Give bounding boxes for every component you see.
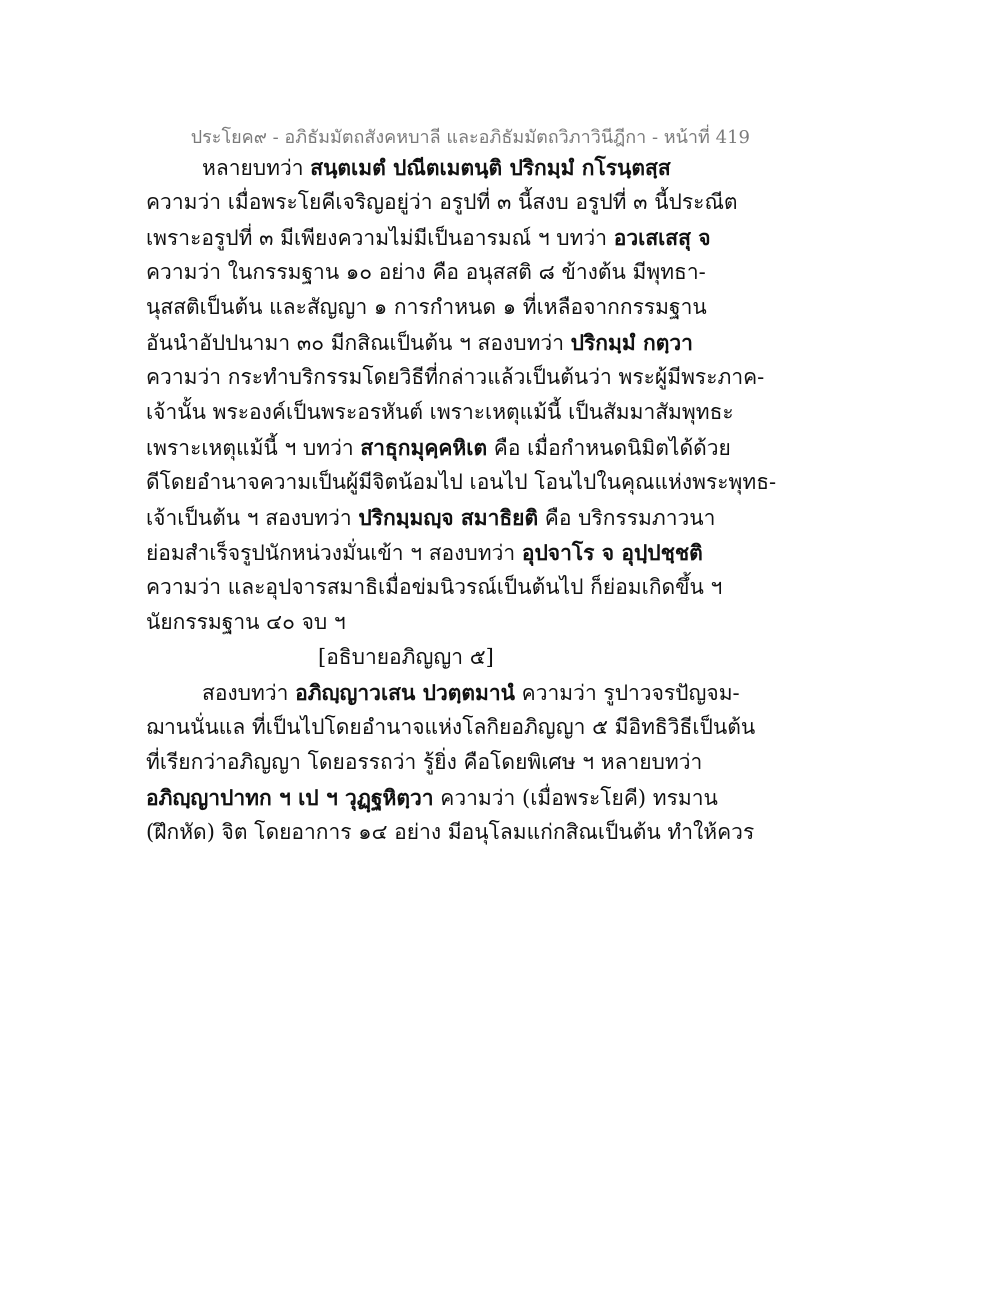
text-run: ความว่า รูปาวจรปัญจม-	[515, 681, 740, 705]
text-run: อันนำอัปปนามา ๓๐ มีกสิณเป็นต้น ฯ สองบทว่า	[146, 331, 571, 355]
text-line	[146, 290, 726, 325]
page-header: ประโยค๙ - อภิธัมมัตถสังคหบาลี และอภิธัมมัตถวิภาวินีฎีกา - หน้าที่ 419	[190, 127, 750, 148]
text-run: ความว่า และอุปจารสมาธิเมื่อข่มนิวรณ์เป็นต้นไป ก็ย่อมเกิดขึ้น ฯ	[146, 575, 723, 599]
text-run: เพราะเหตุแม้นี้ ฯ บทว่า	[146, 436, 361, 460]
pali-term: สนฺตเมตํ ปณีตเมตนฺติ ปริกมฺมํ กโรนฺตสฺส	[310, 155, 671, 180]
text-line	[146, 605, 726, 640]
text-line	[146, 325, 726, 360]
text-line	[146, 745, 726, 780]
text-line	[146, 815, 755, 850]
text-run: (ฝึกหัด) จิต โดยอาการ ๑๔ อย่าง มีอนุโลมแก่กสิณเป็นต้น ทำให้ควร	[146, 820, 755, 844]
text-line	[146, 395, 734, 430]
text-line	[146, 500, 726, 535]
text-run: คือ เมื่อกำหนดนิมิตได้ด้วย	[487, 436, 731, 460]
pali-term: อุปจาโร จ อุปฺปชฺชติ	[521, 540, 703, 565]
text-run: นุสสติเป็นต้น และสัญญา ๑ การกำหนด ๑ ที่เหลือจากกรรมฐาน	[146, 295, 707, 319]
text-run: ที่เรียกว่าอภิญญา โดยอรรถว่า รู้ยิ่ง คือโดยพิเศษ ฯ หลายบทว่า	[146, 750, 703, 774]
pali-term: อภิญฺญาวเสน ปวตฺตมานํ	[295, 680, 515, 705]
text-run: ความว่า ในกรรมฐาน ๑๐ อย่าง คือ อนุสสติ ๘ ข้างต้น มีพุทธา-	[146, 260, 706, 284]
text-line	[146, 535, 726, 570]
page-body	[146, 150, 777, 850]
pali-term: ปริกมฺมญฺจ สมาธิยติ	[358, 505, 539, 530]
text-line	[146, 360, 765, 395]
text-run: สองบทว่า	[202, 681, 296, 705]
text-run: นัยกรรมฐาน ๔๐ จบ ฯ	[146, 610, 346, 634]
text-run: ฌานนั่นแล ที่เป็นไปโดยอำนาจแห่งโลกิยอภิญญา ๕ มีอิทธิวิธีเป็นต้น	[146, 715, 756, 739]
text-run: คือ บริกรรมภาวนา	[538, 506, 716, 530]
text-run: เจ้าเป็นต้น ฯ สองบทว่า	[146, 506, 359, 530]
text-run: หลายบทว่า	[202, 156, 311, 180]
pali-term: สาธุกมุคฺคหิเต	[360, 435, 488, 460]
text-run: ความว่า กระทำบริกรรมโดยวิธีที่กล่าวแล้วเป็นต้นว่า พระผู้มีพระภาค-	[146, 365, 765, 389]
text-run: ความว่า เมื่อพระโยคีเจริญอยู่ว่า อรูปที่ ๓ นี้สงบ อรูปที่ ๓ นี้ประณีต	[146, 190, 738, 214]
text-run: ดีโดยอำนาจความเป็นผู้มีจิตน้อมไป เอนไป โอนไปในคุณแห่งพระพุทธ-	[146, 470, 777, 494]
text-line	[146, 675, 740, 710]
text-line	[146, 430, 731, 465]
text-run: เจ้านั้น พระองค์เป็นพระอรหันต์ เพราะเหตุแม้นี้ เป็นสัมมาสัมพุทธะ	[146, 400, 734, 424]
paragraph	[146, 150, 777, 640]
text-line	[146, 570, 726, 605]
text-line	[146, 255, 726, 290]
pali-term: ปริกมฺมํ กตฺวา	[570, 330, 693, 355]
text-run: เพราะอรูปที่ ๓ มีเพียงความไม่มีเป็นอารมณ์ ฯ บทว่า	[146, 226, 614, 250]
text-line	[146, 185, 738, 220]
pali-term: อภิญฺญาปาทก ฯ เป ฯ วุฏฺฐหิตฺวา	[146, 785, 434, 810]
paragraph	[146, 675, 756, 850]
pali-term: อวเสเสสุ จ	[613, 225, 711, 250]
text-line	[146, 220, 726, 255]
text-line	[146, 150, 726, 185]
text-line	[146, 780, 726, 815]
text-run: ย่อมสำเร็จรูปนักหน่วงมั่นเข้า ฯ สองบทว่า	[146, 541, 522, 565]
text-run: ความว่า (เมื่อพระโยคี) ทรมาน	[433, 786, 718, 810]
text-line	[146, 710, 756, 745]
section-heading: [อธิบายอภิญญา ๕]	[318, 645, 494, 669]
text-line	[146, 465, 777, 500]
